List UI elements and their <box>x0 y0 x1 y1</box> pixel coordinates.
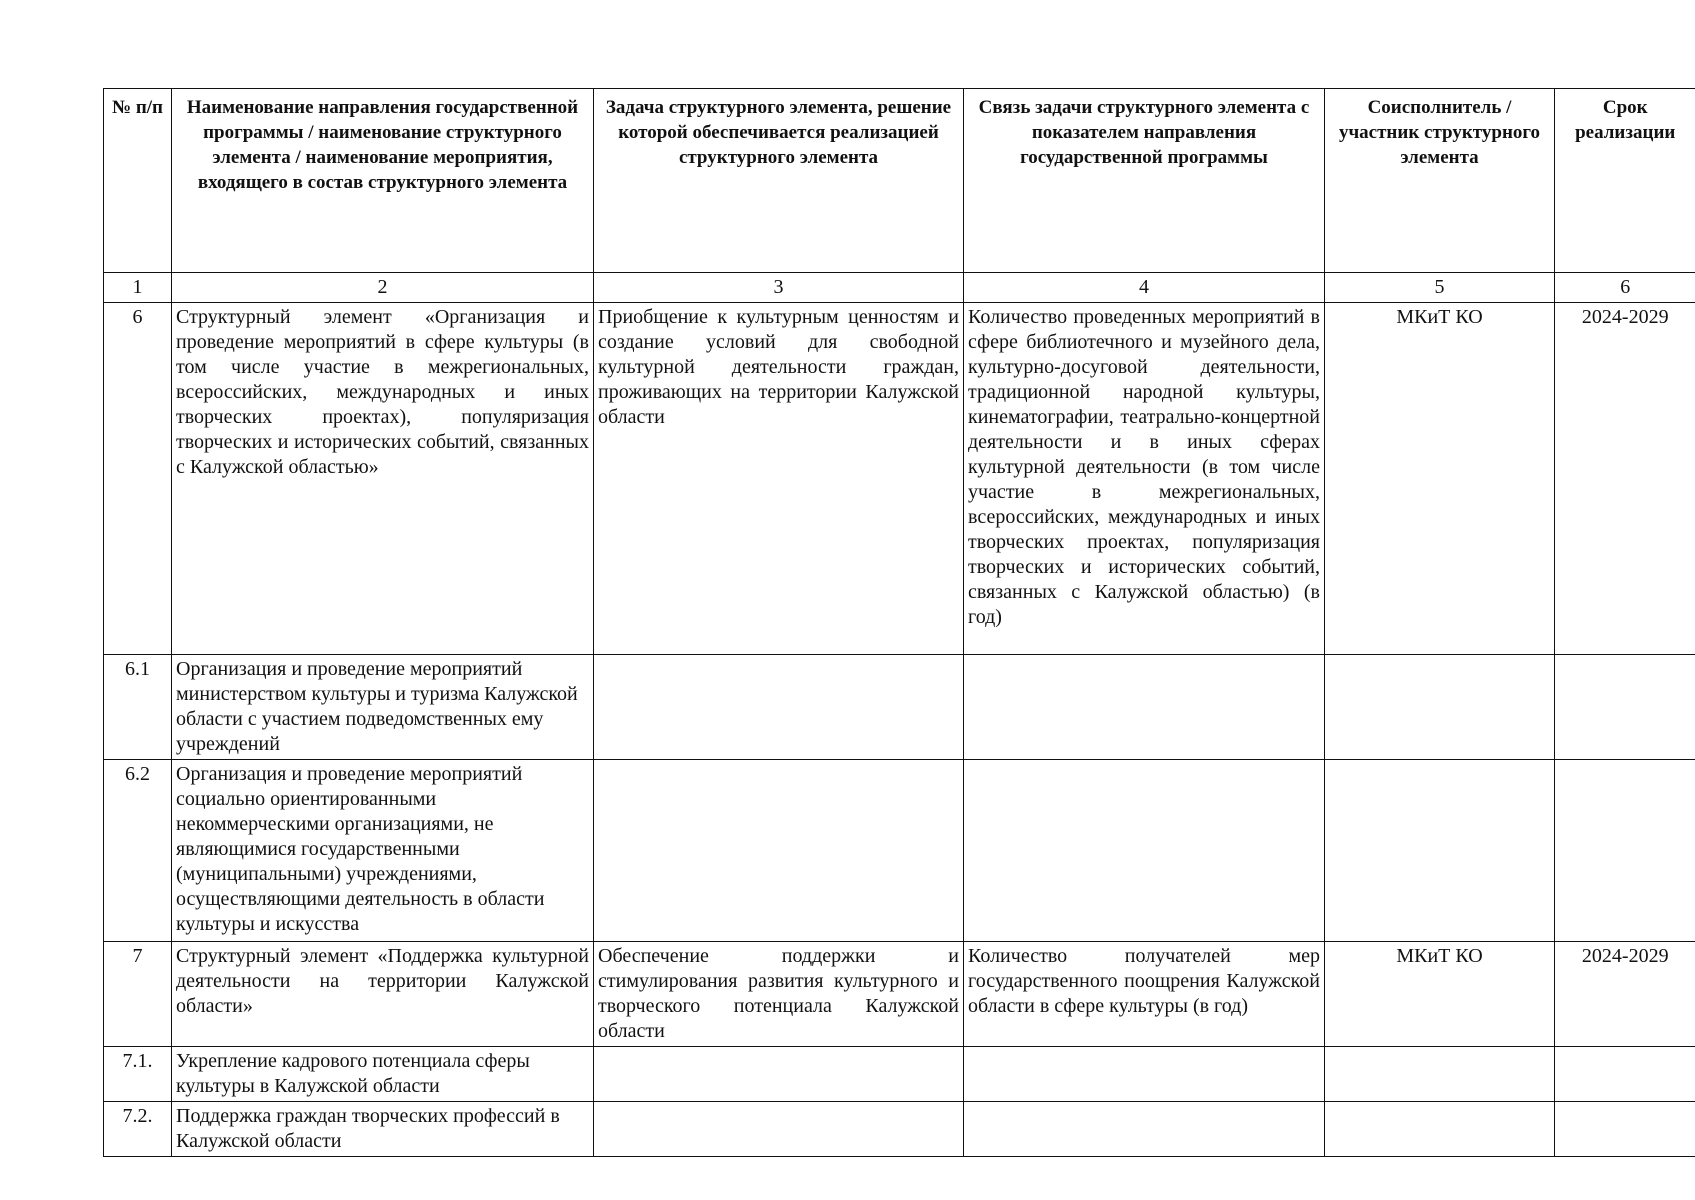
column-number: 1 <box>104 273 172 303</box>
header-name: Наименование направления государственной программы / наименование структурного элемента / наименование мероприятия, входящего в состав структурного элемента <box>172 89 594 273</box>
row-number: 7.1. <box>104 1047 172 1102</box>
row-link <box>964 655 1325 760</box>
column-number: 4 <box>964 273 1325 303</box>
program-table <box>103 88 1695 1157</box>
row-number: 7 <box>104 942 172 1047</box>
row-name: Организация и проведение мероприятий социально ориентированными некоммерческими организациями, не являющимися государственными (муниципальными) учреждениями, осуществляющими деятельность в области культуры и искусства <box>172 760 594 942</box>
row-task <box>594 1102 964 1157</box>
row-name: Укрепление кадрового потенциала сферы культуры в Калужской области <box>172 1047 594 1102</box>
row-period <box>1555 655 1695 760</box>
row-link <box>964 1047 1325 1102</box>
table-row <box>104 1102 1695 1157</box>
row-period <box>1555 760 1695 942</box>
row-name: Структурный элемент «Организация и проведение мероприятий в сфере культуры (в том числе участие в межрегиональных, всероссийских, международных и иных творческих проектах), популяризация творческих и исторических событий, связанных с Калужской областью» <box>172 303 594 655</box>
row-task: Приобщение к культурным ценностям и создание условий для свободной культурной деятельности граждан, проживающих на территории Калужской области <box>594 303 964 655</box>
row-link <box>964 1102 1325 1157</box>
row-executor <box>1325 1047 1555 1102</box>
row-number: 7.2. <box>104 1102 172 1157</box>
row-task: Обеспечение поддержки и стимулирования развития культурного и творческого потенциала Калужской области <box>594 942 964 1047</box>
row-link: Количество проведенных мероприятий в сфере библиотечного и музейного дела, культурно-досуговой деятельности, традиционной народной культуры, кинематографии, театрально-концертной деятельности и в иных сферах культурной деятельности (в том числе участие в межрегиональных, всероссийских, международных и иных творческих проектах, популяризация творческих и исторических событий, связанных с Калужской областью) (в год) <box>964 303 1325 655</box>
row-executor <box>1325 760 1555 942</box>
header-period: Срок реализации <box>1555 89 1695 273</box>
column-number: 2 <box>172 273 594 303</box>
column-number-row <box>104 273 1695 303</box>
row-name: Поддержка граждан творческих профессий в Калужской области <box>172 1102 594 1157</box>
row-executor <box>1325 1102 1555 1157</box>
header-num: № п/п <box>104 89 172 273</box>
table-row <box>104 1047 1695 1102</box>
header-task: Задача структурного элемента, решение которой обеспечивается реализацией структурного элемента <box>594 89 964 273</box>
row-link <box>964 760 1325 942</box>
row-executor <box>1325 655 1555 760</box>
column-number: 5 <box>1325 273 1555 303</box>
row-task <box>594 760 964 942</box>
row-period <box>1555 1047 1695 1102</box>
header-executor: Соисполнитель / участник структурного элемента <box>1325 89 1555 273</box>
header-row <box>104 89 1695 273</box>
row-link: Количество получателей мер государственного поощрения Калужской области в сфере культуры (в год) <box>964 942 1325 1047</box>
table-row <box>104 942 1695 1047</box>
table-row <box>104 303 1695 655</box>
row-number: 6.1 <box>104 655 172 760</box>
row-executor: МКиТ КО <box>1325 942 1555 1047</box>
row-period: 2024-2029 <box>1555 942 1695 1047</box>
row-number: 6 <box>104 303 172 655</box>
row-task <box>594 655 964 760</box>
column-number: 3 <box>594 273 964 303</box>
row-number: 6.2 <box>104 760 172 942</box>
column-number: 6 <box>1555 273 1695 303</box>
row-task <box>594 1047 964 1102</box>
header-link: Связь задачи структурного элемента с показателем направления государственной программы <box>964 89 1325 273</box>
row-period <box>1555 1102 1695 1157</box>
table-row <box>104 655 1695 760</box>
table-row <box>104 760 1695 942</box>
row-executor: МКиТ КО <box>1325 303 1555 655</box>
row-period: 2024-2029 <box>1555 303 1695 655</box>
row-name: Структурный элемент «Поддержка культурной деятельности на территории Калужской области» <box>172 942 594 1047</box>
row-name: Организация и проведение мероприятий министерством культуры и туризма Калужской области с участием подведомственных ему учреждений <box>172 655 594 760</box>
